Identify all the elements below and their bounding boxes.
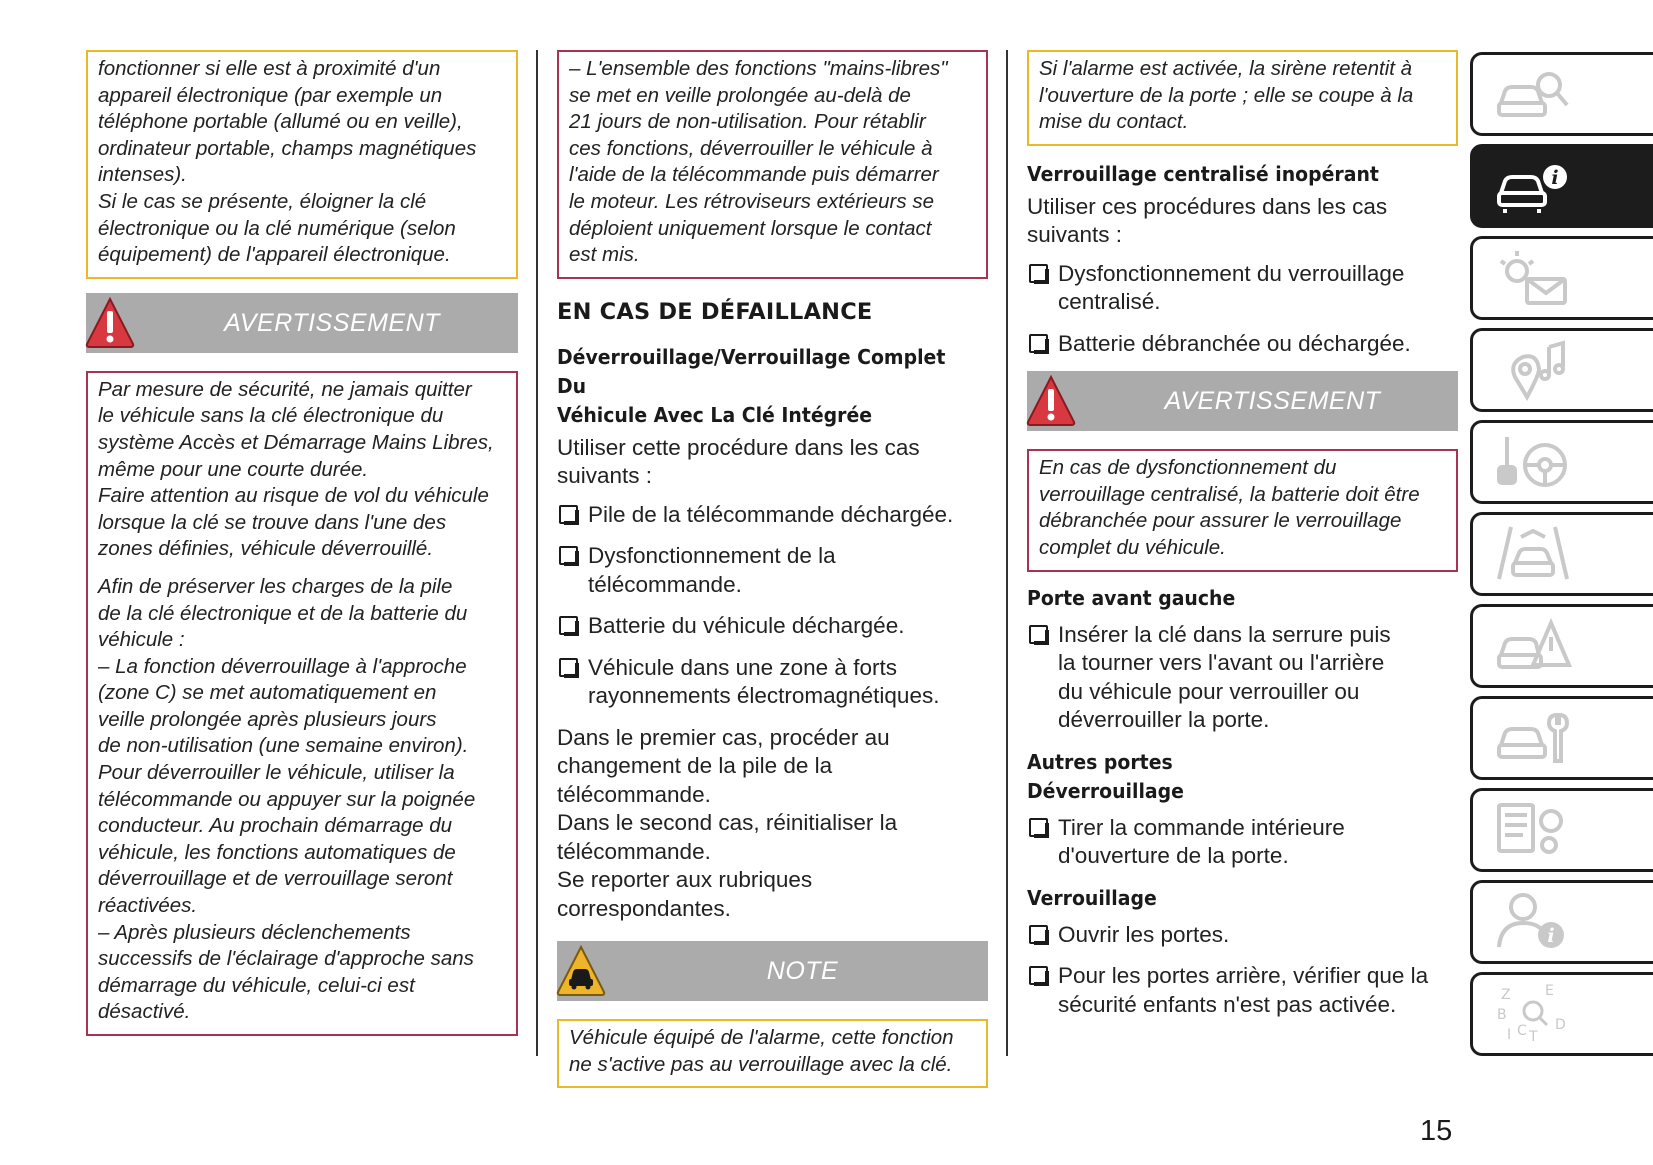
warning-triangle-icon: [84, 296, 136, 350]
user-info-icon: [1493, 891, 1573, 953]
column-3: [1027, 50, 1458, 1032]
tab-dashboard[interactable]: [1470, 52, 1653, 136]
list-item: Ouvrir les portes.: [1027, 921, 1458, 950]
checkbox-bullet-icon: [1029, 966, 1048, 985]
list-item: Véhicule dans une zone à forts rayonnements électromagnétiques.: [557, 654, 988, 711]
procedure-list: [1027, 814, 1458, 871]
intro-paragraph: Utiliser ces procédures dans les cas suivants :: [1027, 193, 1388, 248]
info-box-text: Si l'alarme est activée, la sirène retentit à l'ouverture de la porte ; elle se coupe à la mise du contact.: [1039, 57, 1414, 134]
column-divider: [536, 50, 538, 1056]
warning-light-message-icon: [1493, 247, 1573, 309]
car-dashboard-search-icon: [1493, 63, 1573, 125]
warning-box-text: En cas de dysfonctionnement du verrouillage centralisé, la batterie doit être débranchée pour assurer le verrouillage complet du véhicule.: [1039, 456, 1420, 560]
procedure-list: [1027, 921, 1458, 1020]
subsection-title: Autres portes Déverrouillage: [1027, 749, 1184, 803]
svg-text:D: D: [1555, 1017, 1566, 1033]
maintenance-wrench-icon: [1493, 707, 1573, 769]
driver-assist-icon: [1493, 523, 1573, 585]
warning-text-paragraph: Par mesure de sécurité, ne jamais quitter le véhicule sans la clé électronique du système Accès et Démarrage Mains Libres, même pour une courte durée. Faire attention au risque de vol du véhicule lorsque la clé se trouve dans l'une des zones définies, véhicule déverrouillé.: [98, 377, 494, 561]
svg-text:E: E: [1545, 983, 1554, 999]
svg-text:i: i: [1551, 167, 1559, 189]
checkbox-bullet-icon: [559, 505, 578, 524]
checkbox-bullet-icon: [559, 616, 578, 635]
list-item: Tirer la commande intérieure d'ouverture de la porte.: [1027, 814, 1458, 871]
note-box: [557, 1019, 988, 1088]
procedure-list: [1027, 621, 1458, 735]
warning-triangle-icon: [1025, 374, 1077, 428]
warning-banner: [1027, 371, 1458, 431]
subsection-title: Verrouillage: [1027, 885, 1157, 910]
svg-text:C: C: [1517, 1023, 1527, 1039]
svg-text:i: i: [1547, 925, 1555, 947]
tab-index[interactable]: [1470, 972, 1653, 1056]
list-item: Batterie débranchée ou déchargée.: [1027, 330, 1458, 359]
warning-box-battery: [1027, 449, 1458, 571]
alphabetical-index-icon: [1493, 983, 1573, 1045]
tab-user-info[interactable]: [1470, 880, 1653, 964]
warning-box-hands-free: [557, 50, 988, 279]
tab-warning-lights[interactable]: [1470, 236, 1653, 320]
section-title: EN CAS DE DÉFAILLANCE: [557, 298, 873, 325]
car-note-icon: [555, 944, 607, 998]
subsection-title: Déverrouillage/Verrouillage Complet Du Véhicule Avec La Clé Intégrée: [557, 344, 946, 427]
subsection-title: Porte avant gauche: [1027, 585, 1236, 610]
tab-emergency[interactable]: [1470, 604, 1653, 688]
note-banner: [557, 941, 988, 1001]
list-item: Insérer la clé dans la serrure puis la tourner vers l'avant ou l'arrière du véhicule pour verrouiller ou déverrouiller la porte.: [1027, 621, 1458, 735]
warning-box-text: – L'ensemble des fonctions "mains-libres" se met en veille prolongée au-delà de 21 jours de non-utilisation. Pour rétablir ces fonctions, déverrouiller le véhicule à l'aide de la télécommande puis démarrer le moteur. Les rétroviseurs extérieurs se déploient uniquement lorsque le contact est mis.: [569, 57, 948, 267]
info-box-electronic-interference: [86, 50, 518, 279]
warning-box-key-security: [86, 371, 518, 1036]
chapter-tab-sidebar: [1470, 52, 1653, 1064]
technical-specs-icon: [1493, 799, 1573, 861]
svg-text:I: I: [1507, 1027, 1512, 1043]
tab-technical-data[interactable]: [1470, 788, 1653, 872]
svg-text:Z: Z: [1501, 987, 1511, 1003]
list-item: Pour les portes arrière, vérifier que la sécurité enfants n'est pas activée.: [1027, 962, 1458, 1019]
condition-list: [1027, 260, 1458, 359]
warning-banner-label: AVERTISSEMENT: [1164, 387, 1381, 416]
tab-multimedia[interactable]: [1470, 328, 1653, 412]
car-info-icon: [1493, 155, 1573, 217]
note-text: Véhicule équipé de l'alarme, cette fonction ne s'active pas au verrouillage avec la clé.: [569, 1026, 954, 1076]
tab-car-info[interactable]: [1470, 144, 1653, 228]
checkbox-bullet-icon: [559, 658, 578, 677]
page-number: 15: [1420, 1115, 1453, 1147]
note-banner-label: NOTE: [766, 957, 839, 986]
list-item: Pile de la télécommande déchargée.: [557, 501, 988, 530]
list-item: Batterie du véhicule déchargée.: [557, 612, 988, 641]
checkbox-bullet-icon: [559, 546, 578, 565]
emergency-breakdown-icon: [1493, 615, 1573, 677]
list-item: Dysfonctionnement du verrouillage centralisé.: [1027, 260, 1458, 317]
tab-driving[interactable]: [1470, 420, 1653, 504]
warning-text-paragraph: Afin de préserver les charges de la pile de la clé électronique et de la batterie du véhicule : – La fonction déverrouillage à l'approche (zone C) se met automatiquement en veille prolongée après plusieurs jours de non-utilisation (une semaine environ). Pour déverrouiller le véhicule, utiliser la télécommande ou appuyer sur la poignée conducteur. Au prochain démarrage du véhicule, les fonctions automatiques de déverrouillage et de verrouillage seront réactivées. – Après plusieurs déclenchements successifs de l'éclairage d'approche sans démarrage du véhicule, celui-ci est désactivé.: [98, 574, 476, 1024]
multimedia-navigation-icon: [1493, 339, 1573, 401]
tab-driver-assist[interactable]: [1470, 512, 1653, 596]
svg-text:T: T: [1529, 1029, 1538, 1045]
tab-maintenance[interactable]: [1470, 696, 1653, 780]
checkbox-bullet-icon: [1029, 925, 1048, 944]
info-box-text: fonctionner si elle est à proximité d'un appareil électronique (par exemple un téléphone portable (allumé ou en veille), ordinateur portable, champs magnétiques intenses). Si le cas se présente, éloigner la clé électronique ou la clé numérique (selon équipement) de l'appareil électronique.: [98, 57, 477, 267]
checkbox-bullet-icon: [1029, 264, 1048, 283]
checkbox-bullet-icon: [1029, 334, 1048, 353]
info-box-alarm: [1027, 50, 1458, 146]
explanation-paragraph: Dans le premier cas, procéder au changement de la pile de la télécommande. Dans le second cas, réinitialiser la télécommande. Se reporter aux rubriques correspondantes.: [557, 724, 898, 921]
warning-banner: [86, 293, 518, 353]
checkbox-bullet-icon: [1029, 625, 1048, 644]
column-divider: [1006, 50, 1008, 1056]
column-1: [86, 50, 518, 1036]
list-item: Dysfonctionnement de la télécommande.: [557, 542, 988, 599]
checkbox-bullet-icon: [1029, 818, 1048, 837]
condition-list: [557, 501, 988, 711]
subsection-title: Verrouillage centralisé inopérant: [1027, 161, 1379, 186]
warning-banner-label: AVERTISSEMENT: [224, 308, 440, 337]
column-2: [557, 50, 988, 1088]
svg-text:B: B: [1497, 1007, 1507, 1023]
gear-lever-steering-icon: [1493, 431, 1573, 493]
intro-paragraph: Utiliser cette procédure dans les cas suivants :: [557, 434, 920, 489]
